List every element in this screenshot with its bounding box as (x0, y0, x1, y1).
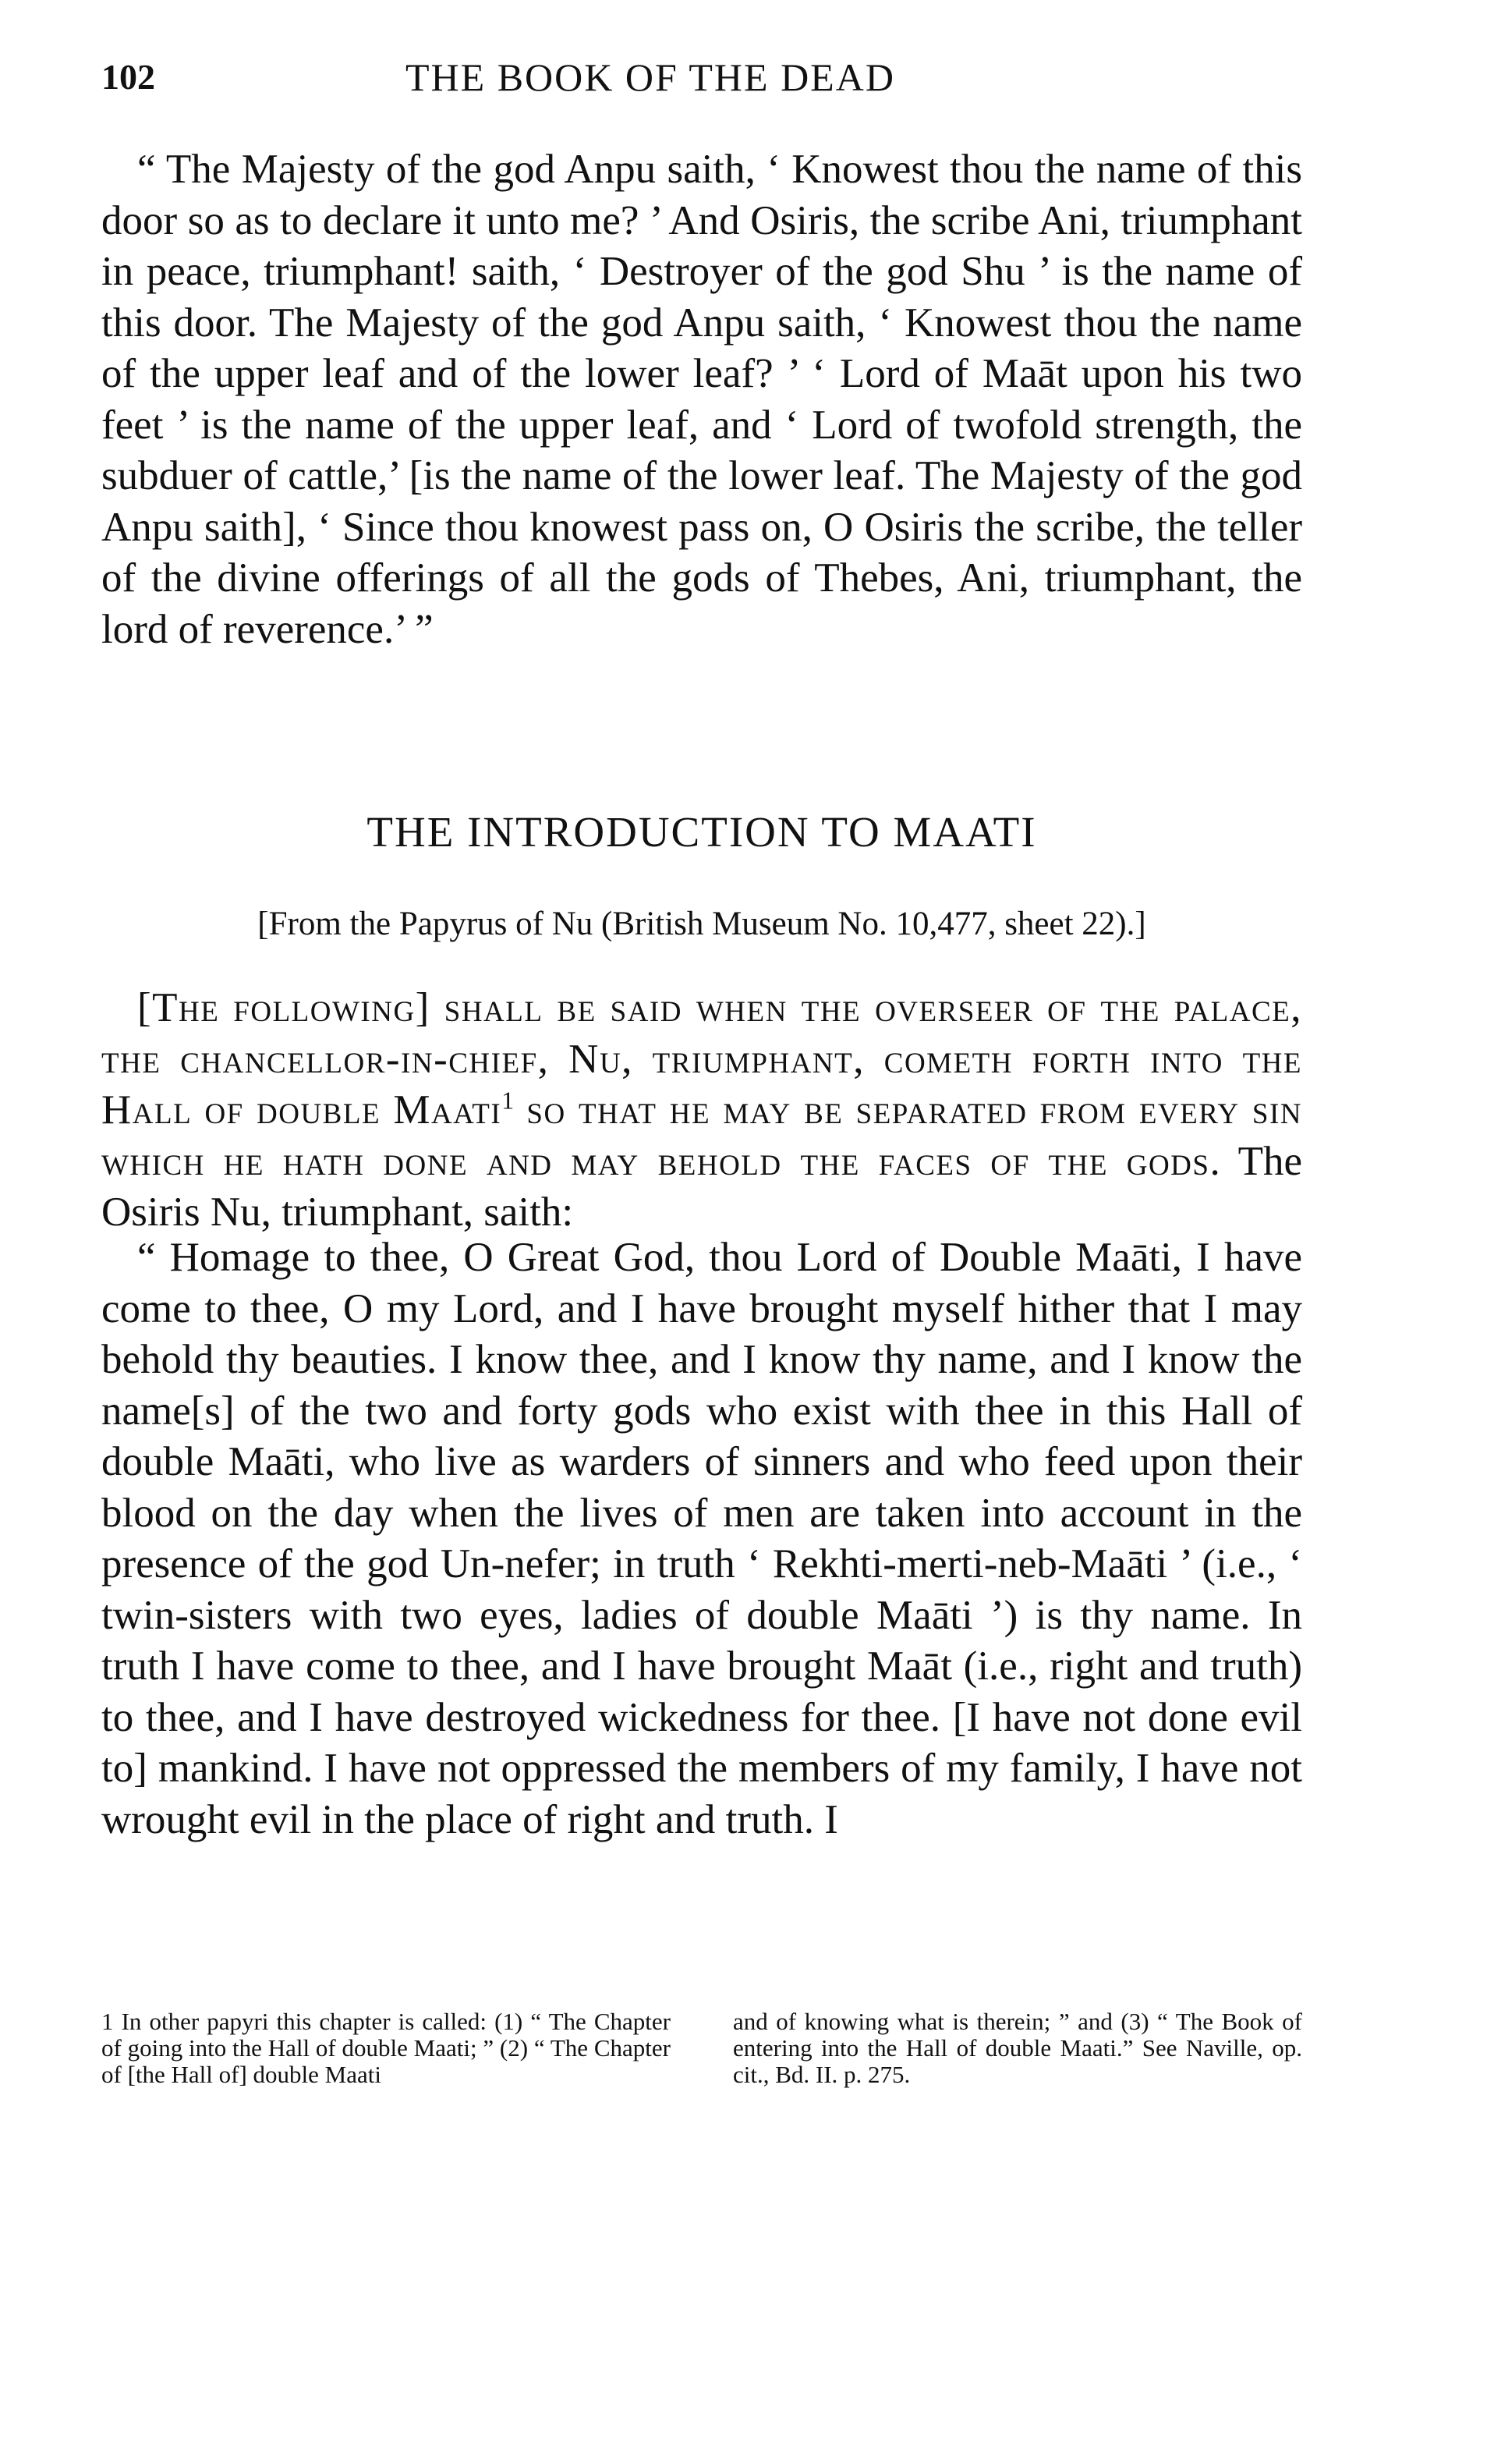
running-head: THE BOOK OF THE DEAD (405, 55, 895, 99)
footnote-left-column: 1 In other papyri this chapter is called: (1) “ The Chapter of going into the Hall of double Maati; ” (2) “ The Chapter of [the Hall of] double Maati (101, 2008, 671, 2088)
rubric-text-continued: so that he may be separated from every sin which he hath done and may behold the faces of the gods. (101, 1087, 1302, 1184)
rubric-plain-tail: The Osiris Nu, triumphant, saith: (101, 1138, 1302, 1235)
footnote-marker: 1 (501, 1087, 515, 1115)
paragraph-anpu-dialogue: “ The Majesty of the god Anpu saith, ‘ Knowest thou the name of this door so as to declare it unto me? ’ And Osiris, the scribe Ani, triumphant in peace, triumphant! saith, ‘ Destroyer of the god Shu ’ is the name of this door. The Majesty of the god Anpu saith, ‘ Knowest thou the name of the upper leaf and of the lower leaf? ’ ‘ Lord of Maāt upon his two feet ’ is the name of the upper leaf, and ‘ Lord of twofold strength, the subduer of cattle,’ [is the name of the lower leaf. The Majesty of the god Anpu saith], ‘ Since thou knowest pass on, O Osiris the scribe, the teller of the divine offerings of all the gods of Thebes, Ani, triumphant, the lord of reverence.’ ” (101, 147, 1302, 652)
section-title: THE INTRODUCTION TO MAATI (366, 808, 1037, 856)
footnote-right-column: and of knowing what is therein; ” and (3) “ The Book of entering into the Hall of double Maati.” See Naville, op. cit., Bd. II. p. 275. (733, 2008, 1302, 2088)
page-header (101, 47, 1287, 109)
rubric-text: [The following] shall be said when the overseer of the palace, the chancellor-in-chief, Nu, triumphant, cometh forth into the Hall of double Maati (101, 985, 1302, 1133)
source-note: [From the Papyrus of Nu (British Museum No. 10,477, sheet 22).] (257, 906, 1146, 942)
rubric-paragraph (101, 983, 1302, 1239)
page-number: 102 (101, 57, 155, 97)
paragraph-homage: “ Homage to thee, O Great God, thou Lord of Double Maāti, I have come to thee, O my Lord, and I have brought myself hither that I may behold thy beauties. I know thee, and I know thy name, and I know the name[s] of the two and forty gods who exist with thee in this Hall of double Maāti, who live as warders of sinners and who feed upon their blood on the day when the lives of men are taken into account in the presence of the god Un-nefer; in truth ‘ Rekhti-merti-neb-Maāti ’ (i.e., ‘ twin-sisters with two eyes, ladies of double Maāti ’) is thy name. In truth I have come to thee, and I have brought Maāt (i.e., right and truth) to thee, and I have destroyed wickedness for thee. [I have not done evil to] mankind. I have not oppressed the members of my family, I have not wrought evil in the place of right and truth. I (101, 1235, 1302, 1842)
book-page (101, 47, 1302, 2088)
footnotes (101, 2008, 1302, 2088)
